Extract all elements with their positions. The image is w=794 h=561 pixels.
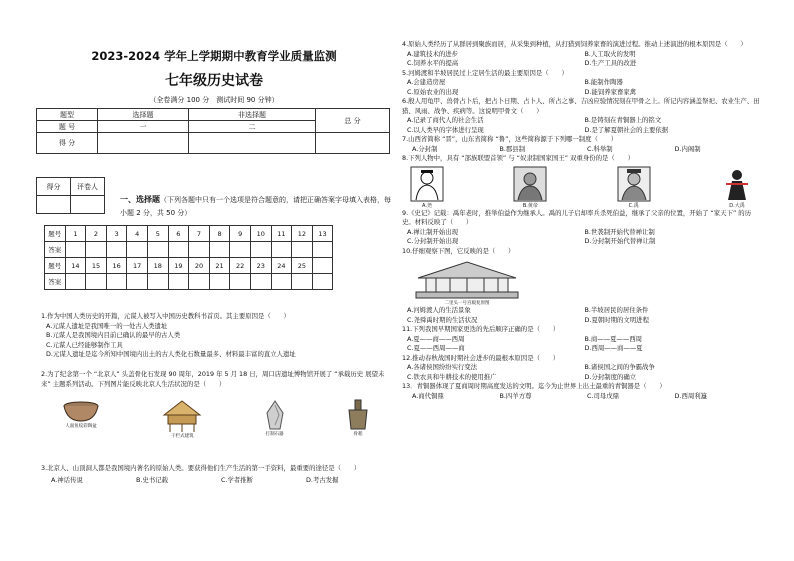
question-6-option-a[interactable]: A.记录了商代人的社会生活 [407, 116, 484, 124]
answer-question-number: 5 [147, 226, 168, 242]
question-5-option-c[interactable]: C.原始农业的出现 [407, 87, 459, 96]
answer-table [44, 225, 333, 290]
question-2 [41, 370, 391, 439]
question-11-stem: 11.下列我国早期国家更迭的先后顺序正确的是（ ） [402, 325, 560, 333]
ancient-ruler-portrait-icon [617, 166, 651, 202]
score-cell-nonchoice[interactable] [189, 133, 316, 154]
question-12-option-b[interactable]: B.诸侯国之间的争霸战争 [584, 363, 655, 371]
question-4-options-row1 [402, 50, 762, 60]
answer-cell[interactable] [127, 274, 148, 290]
question-1-option-b[interactable]: B.元谋人是我国境内目前已确认的最早的古人类 [46, 331, 181, 339]
question-6 [402, 97, 762, 135]
question-4-option-c[interactable]: C.饲养水平的提高 [407, 59, 459, 67]
score-num-1: 一 [98, 121, 189, 133]
ancient-ruler-portrait-icon [513, 166, 547, 202]
question-9-option-b[interactable]: B.世袭制开始代替禅让制 [584, 227, 655, 236]
question-3 [41, 464, 391, 485]
answer-question-number: 13 [312, 226, 333, 242]
question-5-option-b[interactable]: B.能制作陶器 [584, 78, 623, 86]
question-11-option-d[interactable]: D.西周——商——夏 [584, 344, 643, 352]
question-8-pic-d[interactable] [720, 166, 754, 209]
question-10-options-row2 [402, 316, 762, 326]
question-3-option-a[interactable]: A.神话传说 [51, 475, 83, 484]
answer-question-number: 17 [127, 258, 148, 274]
question-5-options-row2 [402, 88, 762, 98]
question-12-options-row2 [402, 373, 762, 383]
score-row-score-label: 得 分 [37, 133, 98, 154]
question-9 [402, 209, 762, 247]
question-7 [402, 135, 762, 154]
question-8-stem: 8.下列人物中，具有 “部族联盟首领” 与 “奴隶制国家国王” 双重身份的是（ ） [402, 154, 634, 162]
answer-cell[interactable] [168, 242, 189, 258]
question-9-stem: 9.《史记》记载：禹年老时，推举伯益作为继承人。禹的儿子启却率兵杀死伯益，继承了父亲的位置，开始了 “家天下” 的历史。材料反映了（ ） [402, 208, 752, 226]
answer-row-1-numbers [45, 226, 333, 242]
question-13 [402, 382, 762, 401]
answer-cell[interactable] [292, 274, 313, 290]
answer-question-number: 24 [271, 258, 292, 274]
question-11-options-row2 [402, 344, 762, 354]
answer-empty-cell [312, 274, 333, 290]
question-10-stem: 10.仔细观察下图，它反映的是（ ） [402, 246, 515, 255]
answer-a-label: 答案 [45, 242, 66, 258]
grader-name-cell[interactable] [71, 196, 105, 214]
bone-spade-icon [345, 399, 371, 431]
exam-title: 2023-2024 学年上学期期中教育学业质量监测 [91, 49, 337, 63]
ancient-ruler-portrait-icon [410, 166, 444, 202]
question-9-option-c[interactable]: C.分封制开始出现 [407, 237, 459, 245]
question-4-option-a[interactable]: A.建筑技术的进步 [407, 49, 459, 58]
question-13-stem: 13．青铜器体现了夏商周时期高度发达的文明。迄今为止世界上出土最重的青铜器是（ ） [402, 382, 666, 390]
answer-question-number: 15 [86, 258, 107, 274]
question-12-option-a[interactable]: A.各诸侯国纷纷实行变法 [407, 363, 478, 371]
question-11 [402, 325, 762, 354]
score-num-2: 二 [189, 121, 316, 133]
question-3-option-b[interactable]: B.史书记载 [136, 475, 168, 484]
question-1 [41, 312, 391, 360]
answer-cell[interactable] [189, 242, 210, 258]
score-cell-total[interactable] [316, 133, 390, 154]
question-2-pic-d[interactable] [345, 399, 371, 439]
answer-row-2-numbers [45, 258, 333, 274]
question-7-option-d[interactable]: D.内阁制 [674, 144, 701, 153]
grader-name-label: 评卷人 [71, 178, 105, 196]
question-4-option-d[interactable]: D.生产工具的改进 [584, 59, 637, 67]
answer-cell[interactable] [168, 274, 189, 290]
question-8-pic-c-label: C.禹 [628, 202, 639, 209]
question-12-option-d[interactable]: D.分封制度的确立 [584, 372, 637, 381]
question-5-option-a[interactable]: A.会建造房屋 [407, 78, 446, 86]
question-1-option-d[interactable]: D.元谋人遗址是迄今所知中国境内出土的古人类化石数量最多、材料最丰富的直立人遗址 [46, 350, 296, 358]
answer-empty-cell [312, 258, 333, 274]
score-header-type: 题型 [37, 109, 98, 121]
grader-score-label: 得分 [37, 178, 71, 196]
question-6-options-row1 [402, 116, 762, 126]
question-8-pic-a-label: A.尧 [422, 202, 432, 209]
answer-question-number: 8 [209, 226, 230, 242]
chipped-stone-tool-icon [264, 399, 286, 431]
answer-cell[interactable] [230, 242, 251, 258]
question-10-options-row1 [402, 306, 762, 316]
question-2-pictures [41, 399, 391, 439]
question-9-options-row2 [402, 237, 762, 247]
answer-question-number: 12 [292, 226, 313, 242]
answer-cell[interactable] [86, 242, 107, 258]
answer-cell[interactable] [86, 274, 107, 290]
answer-question-number: 18 [147, 258, 168, 274]
question-4-stem: 4.原始人类经历了从群居到聚族而居，从采集到种植，从打猎到饲养家畜的演进过程。推动上述演进的根本原因是（ ） [402, 40, 747, 48]
answer-cell[interactable] [209, 274, 230, 290]
score-cell-choice[interactable] [98, 133, 189, 154]
answer-row-2-answers [45, 274, 333, 290]
question-3-options [41, 476, 391, 486]
question-5-option-d[interactable]: D.能饲养家畜家禽 [584, 87, 637, 96]
question-8-pic-c[interactable] [617, 166, 651, 209]
answer-cell[interactable] [189, 274, 210, 290]
question-12-option-c[interactable]: C.铁农具和牛耕技术的使用推广 [407, 372, 497, 381]
answer-question-number: 14 [65, 258, 86, 274]
question-2-pic-d-label: 骨耜 [353, 432, 363, 437]
answer-q-label: 题号 [45, 258, 66, 274]
score-header-choice: 选择题 [98, 109, 189, 121]
left-column [36, 40, 392, 484]
answer-question-number: 2 [86, 226, 107, 242]
question-13-option-a[interactable]: A.商代铜鼎 [412, 391, 444, 400]
answer-question-number: 22 [230, 258, 251, 274]
question-1-stem: 1.作为中国人类历史的开篇，元谋人被写入中国历史教科书首页。其主要原因是（ ） [41, 312, 290, 320]
question-13-options [402, 392, 762, 402]
answer-question-number: 7 [189, 226, 210, 242]
question-4-options-row2 [402, 59, 762, 69]
question-2-pic-b-label: 干栏式建筑 [171, 434, 194, 439]
question-3-option-d[interactable]: D.考古发掘 [306, 475, 339, 484]
answer-question-number: 4 [127, 226, 148, 242]
question-3-stem: 3.北京人、山顶洞人都是我国境内著名的原始人类。要获得他们生产生活的第一手资料，最重要的途径是（ ） [41, 464, 361, 472]
answer-cell[interactable] [292, 242, 313, 258]
question-2-pic-a-label: 人面鱼纹彩陶盆 [65, 424, 97, 429]
grader-box [36, 177, 105, 214]
answer-question-number: 21 [209, 258, 230, 274]
question-11-options-row1 [402, 335, 762, 345]
grader-score-cell[interactable] [37, 196, 71, 214]
question-2-pic-b[interactable] [160, 399, 204, 439]
answer-cell[interactable] [106, 274, 127, 290]
question-1-option-a[interactable]: A.元谋人遗址是我国唯一的一处古人类遗址 [46, 321, 168, 330]
answer-cell[interactable] [250, 242, 271, 258]
question-2-pic-c-label: 打制石器 [265, 432, 284, 437]
question-8-pic-d-label: D.大禹 [729, 202, 745, 209]
score-header-nonchoice: 非选择题 [189, 109, 316, 121]
question-13-option-b[interactable]: B.四羊方尊 [499, 391, 532, 400]
question-5-stem: 5.河姆渡和半坡居民过上定居生活的最主要原因是（ ） [402, 68, 568, 77]
answer-question-number: 10 [250, 226, 271, 242]
question-10 [402, 247, 762, 326]
question-13-option-d[interactable]: D.西周利簋 [674, 391, 708, 400]
answer-question-number: 3 [106, 226, 127, 242]
answer-question-number: 25 [292, 258, 313, 274]
question-3-option-c[interactable]: C.学者推断 [221, 475, 254, 484]
answer-cell[interactable] [250, 274, 271, 290]
question-7-options [402, 145, 762, 155]
palace-reconstruction-icon [412, 260, 522, 300]
answer-cell[interactable] [271, 242, 292, 258]
ancient-ruler-portrait-icon [720, 166, 754, 202]
question-12-stem: 12.推动春秋战国时期社会进步的最根本原因是（ ） [402, 353, 560, 362]
question-6-option-d[interactable]: D.是了解夏朝社会的主要依据 [584, 125, 669, 134]
question-12-options-row1 [402, 363, 762, 373]
question-4-option-b[interactable]: B.人工取火的发明 [584, 49, 636, 58]
answer-question-number: 16 [106, 258, 127, 274]
question-7-option-b[interactable]: B.郡县制 [499, 144, 526, 153]
question-9-option-a[interactable]: A.禅让制开始出现 [407, 227, 459, 236]
question-10-caption: 二里头一号宫殿复原图 [444, 301, 490, 306]
question-11-option-b[interactable]: B.商——夏——西周 [584, 334, 643, 343]
answer-cell[interactable] [312, 242, 333, 258]
score-table [36, 108, 390, 154]
question-8-pic-b-label: B.黄帝 [522, 202, 538, 209]
exam-subject: 七年级历史试卷 [165, 73, 263, 89]
question-8-pic-a[interactable] [410, 166, 444, 209]
question-10-option-b[interactable]: B.半坡居民的居住条件 [584, 306, 649, 314]
answer-row-1-answers [45, 242, 333, 258]
question-5 [402, 69, 762, 98]
question-2-pic-a[interactable] [61, 399, 101, 439]
score-row-num-label: 题 号 [37, 121, 98, 133]
right-column [402, 40, 762, 401]
answer-question-number: 9 [230, 226, 251, 242]
question-13-option-c[interactable]: C.司母戊鼎 [587, 391, 620, 400]
pottery-basin-icon [61, 399, 101, 423]
question-5-options-row1 [402, 78, 762, 88]
stilt-house-icon [160, 399, 204, 433]
question-10-option-c[interactable]: C.尧舜禹时期的生活状况 [407, 315, 478, 324]
question-10-option-d[interactable]: D.夏朝时期的文明进程 [584, 315, 649, 324]
answer-question-number: 19 [168, 258, 189, 274]
question-8-pic-b[interactable] [513, 166, 547, 209]
question-11-option-c[interactable]: C.夏——西周——商 [407, 344, 465, 352]
answer-question-number: 23 [250, 258, 271, 274]
question-2-stem: 2.为了纪念第一个 “北京人” 头盖骨化石发现 90 周年，2019 年 5 月 18 日，周口店遗址博物馆开展了 “承载历史 展望未来” 主题系列活动。下列图片能反映北京人生活状况的是（ ） [41, 370, 385, 388]
question-7-option-c[interactable]: C.科举制 [587, 144, 613, 153]
answer-cell[interactable] [65, 274, 86, 290]
question-4 [402, 40, 762, 69]
question-6-options-row2 [402, 126, 762, 136]
question-7-stem: 7.山西省简称 “晋”，山东省简称 “鲁”，这些简称源于下列哪一制度（ ） [402, 135, 618, 143]
answer-a-label: 答案 [45, 274, 66, 290]
section-1-title: 一、选择题 [120, 195, 160, 204]
question-8 [402, 154, 762, 209]
exam-note: （全卷满分 100 分 测试时间 90 分钟） [149, 96, 279, 104]
answer-question-number: 11 [271, 226, 292, 242]
question-10-option-a[interactable]: A.河姆渡人的生活景象 [407, 306, 471, 314]
answer-question-number: 6 [168, 226, 189, 242]
section-1-heading [120, 193, 392, 220]
answer-cell[interactable] [147, 242, 168, 258]
section-1-instruction: （下列各题中只有一个选项是符合题意的，请把正确答案字母填入表格，每小题 2 分，共 50 分） [120, 196, 391, 217]
question-8-pictures [402, 164, 762, 209]
answer-question-number: 1 [65, 226, 86, 242]
question-7-option-a[interactable]: A.分封制 [412, 144, 438, 153]
score-header-total: 总 分 [316, 109, 390, 133]
answer-cell[interactable] [271, 274, 292, 290]
answer-cell[interactable] [209, 242, 230, 258]
question-2-pic-c[interactable] [264, 399, 286, 439]
answer-q-label: 题号 [45, 226, 66, 242]
question-1-option-c[interactable]: C.元谋人已经能够制作工具 [46, 340, 123, 349]
answer-cell[interactable] [127, 242, 148, 258]
answer-question-number: 20 [189, 258, 210, 274]
answer-cell[interactable] [106, 242, 127, 258]
question-6-option-c[interactable]: C.以人类早的字体进行呈现 [407, 125, 484, 134]
question-9-option-d[interactable]: D.分封制开始代替禅让制 [584, 237, 656, 245]
question-9-options-row1 [402, 228, 762, 238]
answer-cell[interactable] [230, 274, 251, 290]
question-6-stem: 6.殷人用龟甲、兽骨占卜后，把占卜日期、占卜人、所占之事、吉凶应验情况刻在甲骨之上。所记内容涵盖祭祀、农业生产、田猎、风雨、战争、疾病等。这说明甲骨文（ ） [402, 97, 760, 115]
answer-cell[interactable] [65, 242, 86, 258]
answer-cell[interactable] [147, 274, 168, 290]
question-10-picture[interactable] [412, 260, 522, 306]
question-12 [402, 354, 762, 383]
question-6-option-b[interactable]: B.是铸刻在青铜器上的铭文 [584, 116, 662, 124]
question-11-option-a[interactable]: A.夏——商——西周 [407, 334, 465, 343]
